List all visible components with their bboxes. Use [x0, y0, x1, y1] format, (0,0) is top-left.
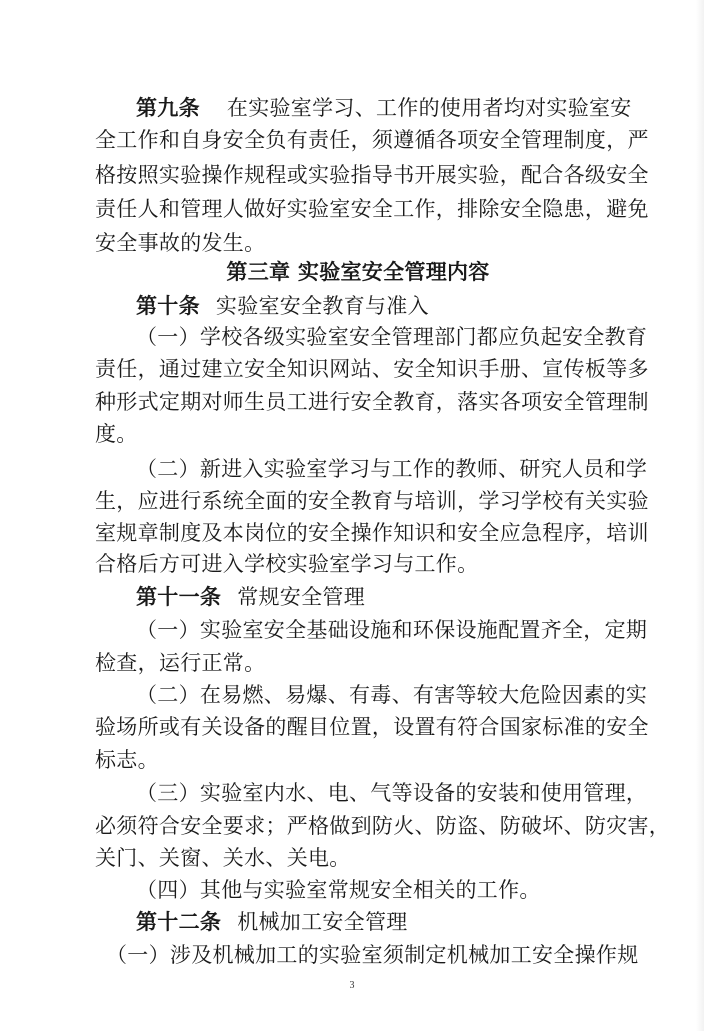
- article-12-item-1-line-1: （一）涉及机械加工的实验室须制定机械加工安全操作规: [106, 943, 639, 967]
- article-11-item-1-line-2: 检查，运行正常。: [95, 651, 266, 675]
- article-10-item-1-line-2: 责任，通过建立安全知识网站、安全知识手册、宣传板等多: [95, 357, 649, 381]
- article-10-label: 第十条: [136, 293, 200, 318]
- article-9-line-1: [136, 94, 704, 122]
- article-9-label: 第九条: [136, 95, 200, 120]
- article-11-item-2-line-2: 验场所或有关设备的醒目位置，设置有符合国家标准的安全: [95, 715, 649, 739]
- article-11-item-3-line-1: （三）实验室内水、电、气等设备的安装和使用管理，: [136, 781, 648, 805]
- article-9-text: 在实验室学习、工作的使用者均对实验室安: [226, 96, 632, 120]
- article-12-label: 第十二条: [136, 909, 222, 934]
- article-9-line-4: 责任人和管理人做好实验室安全工作，排除安全隐患，避免: [95, 197, 649, 221]
- article-10-item-1-line-4: 度。: [95, 422, 138, 446]
- article-10-title: 实验室安全教育与准入: [215, 294, 429, 318]
- article-9-line-3: 格按照实验操作规程或实验指导书开展实验，配合各级安全: [95, 163, 649, 187]
- article-11-item-2-line-1: （二）在易燃、易爆、有毒、有害等较大危险因素的实: [136, 683, 648, 707]
- article-12-heading: [136, 908, 704, 936]
- article-11-item-1-line-1: （一）实验室安全基础设施和环保设施配置齐全，定期: [136, 618, 648, 642]
- article-10-item-1-line-3: 种形式定期对师生员工进行安全教育，落实各项安全管理制: [95, 390, 649, 414]
- chapter-3-heading: 第三章 实验室安全管理内容: [226, 259, 490, 284]
- page-number: 3: [349, 980, 355, 991]
- article-11-item-3-line-2: 必须符合安全要求；严格做到防火、防盗、防破坏、防灾害，: [95, 814, 671, 838]
- article-12-title: 机械加工安全管理: [237, 910, 408, 934]
- article-11-title: 常规安全管理: [237, 585, 366, 609]
- article-10-item-2-line-4: 合格后方可进入学校实验室学习与工作。: [95, 552, 479, 576]
- article-10-item-2-line-3: 室规章制度及本岗位的安全操作知识和安全应急程序，培训: [95, 521, 649, 545]
- article-9-line-2: 全工作和自身安全负有责任，须遵循各项安全管理制度，严: [95, 128, 649, 152]
- article-10-item-1-line-1: （一）学校各级实验室安全管理部门都应负起安全教育: [136, 325, 648, 349]
- article-11-label: 第十一条: [136, 584, 222, 609]
- article-11-item-4-line-1: （四）其他与实验室常规安全相关的工作。: [136, 878, 541, 902]
- article-11-item-3-line-3: 关门、关窗、关水、关电。: [95, 846, 351, 870]
- article-10-item-2-line-1: （二）新进入实验室学习与工作的教师、研究人员和学: [136, 457, 648, 481]
- article-10-item-2-line-2: 生，应进行系统全面的安全教育与培训，学习学校有关实验: [95, 489, 649, 513]
- article-9-line-5: 安全事故的发生。: [95, 231, 266, 255]
- page-edge-shadow: [696, 0, 704, 1031]
- article-11-heading: [136, 583, 704, 611]
- article-10-heading: [136, 292, 704, 320]
- article-11-item-2-line-3: 标志。: [95, 748, 159, 772]
